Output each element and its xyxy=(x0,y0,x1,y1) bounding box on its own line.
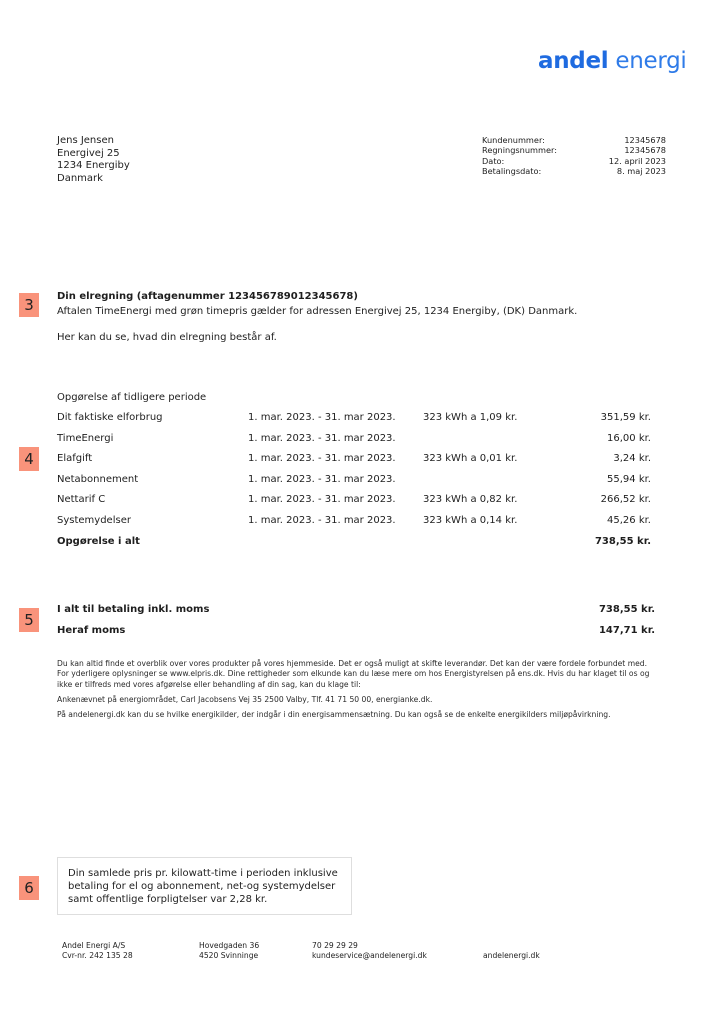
meta-value: 12. april 2023 xyxy=(608,155,666,166)
payment-total-label: I alt til betaling inkl. moms xyxy=(57,604,210,615)
meta-row-date xyxy=(482,156,666,166)
meta-row-customer-number xyxy=(482,135,666,145)
row-amount: 55,94 kr. xyxy=(607,473,651,485)
statement-caption: Opgørelse af tidligere periode xyxy=(57,392,207,403)
footer-city: 4520 Svinninge xyxy=(199,951,259,961)
row-item: Systemydelser xyxy=(57,514,131,526)
statement-total-label: Opgørelse i alt xyxy=(57,535,140,547)
row-period: 1. mar. 2023. - 31. mar 2023. xyxy=(248,514,396,526)
row-amount: 45,26 kr. xyxy=(607,514,651,526)
section-badge-3: 3 xyxy=(19,293,39,317)
logo-bold: andel xyxy=(538,48,609,74)
bill-intro-section xyxy=(57,290,577,344)
meta-value: 8. maj 2023 xyxy=(616,165,666,176)
vat-label: Heraf moms xyxy=(57,625,126,636)
recipient-city: 1234 Energiby xyxy=(57,160,130,171)
row-item: TimeEnergi xyxy=(57,432,114,444)
meta-label: Betalingsdato: xyxy=(482,165,542,176)
payment-total-amount: 738,55 kr. xyxy=(598,604,655,615)
logo-light: energi xyxy=(615,48,687,74)
statement-table xyxy=(57,391,655,555)
meta-label: Regningsnummer: xyxy=(482,145,558,156)
footer-website: andelenergi.dk xyxy=(483,951,540,960)
table-row xyxy=(57,493,655,514)
fineprint-paragraph: Du kan altid finde et overblik over vores produkter på vores hjemmeside. Det er også muligt at skifte leverandør. Det kan der være fordele forbundet med. For yderligere oplysninger se www.elpris.dk. Dine rettigheder som elkunde kan du læse mere om hos Energistyrelsen på ens.dk. Hvis du har klaget til os og ikke er tilfreds med vores afgørelse eller behandling af din sag, kan du klage til: xyxy=(57,659,650,689)
row-period: 1. mar. 2023. - 31. mar 2023. xyxy=(248,494,396,506)
meta-label: Kundenummer: xyxy=(482,135,545,145)
row-item: Nettarif C xyxy=(57,494,106,506)
row-item: Elafgift xyxy=(57,453,93,465)
fineprint-paragraph: Ankenævnet på energiområdet, Carl Jacobsens Vej 35 2500 Valby, Tlf. 41 71 50 00, energianke.dk. xyxy=(57,694,433,704)
table-row xyxy=(57,473,655,494)
fineprint xyxy=(57,659,657,725)
footer-company-name: Andel Energi A/S xyxy=(62,941,126,950)
row-amount: 16,00 kr. xyxy=(607,432,651,444)
row-period: 1. mar. 2023. - 31. mar 2023. xyxy=(248,473,396,485)
recipient-country: Danmark xyxy=(57,172,103,184)
meta-row-invoice-number xyxy=(482,145,666,155)
row-period: 1. mar. 2023. - 31. mar 2023. xyxy=(248,412,396,423)
table-row xyxy=(57,514,655,535)
bill-agreement-text: Aftalen TimeEnergi med grøn timepris gælder for adressen Energivej 25, 1234 Energiby, (DK) Danmark. xyxy=(57,306,578,317)
footer-contact xyxy=(312,941,427,961)
price-per-kwh-box: Din samlede pris pr. kilowatt-time i perioden inklusive betaling for el og abonnement, net-og systemydelser samt offentlige forpligtelser var 2,28 kr. xyxy=(57,857,352,915)
bill-title: Din elregning (aftagenummer 123456789012345678) xyxy=(57,291,358,302)
row-amount: 351,59 kr. xyxy=(600,412,651,423)
andel-energi-logo xyxy=(538,48,686,74)
row-item: Netabonnement xyxy=(57,473,139,485)
table-row xyxy=(57,432,655,453)
meta-value: 12345678 xyxy=(624,145,666,156)
row-period: 1. mar. 2023. - 31. mar 2023. xyxy=(248,432,396,444)
row-amount: 3,24 kr. xyxy=(613,453,651,465)
footer-cvr: Cvr-nr. 242 135 28 xyxy=(62,951,133,961)
footer-email: kundeservice@andelenergi.dk xyxy=(312,951,427,961)
meta-value: 12345678 xyxy=(624,135,666,145)
recipient-address xyxy=(57,135,130,185)
section-badge-4: 4 xyxy=(19,447,39,471)
row-usage: 323 kWh a 0,01 kr. xyxy=(423,453,518,465)
section-badge-5: 5 xyxy=(19,608,39,632)
row-usage: 323 kWh a 0,14 kr. xyxy=(423,514,518,526)
row-usage: 323 kWh a 1,09 kr. xyxy=(423,412,518,423)
row-period: 1. mar. 2023. - 31. mar 2023. xyxy=(248,453,396,465)
bill-explanation-text: Her kan du se, hvad din elregning består af. xyxy=(57,332,277,343)
footer-address xyxy=(199,941,259,961)
meta-label: Dato: xyxy=(482,155,505,166)
section-badge-6: 6 xyxy=(19,876,39,900)
invoice-meta xyxy=(482,135,666,176)
payment-total-row xyxy=(57,603,655,624)
footer-company xyxy=(62,941,133,961)
vat-row xyxy=(57,624,655,645)
meta-row-due-date xyxy=(482,166,666,176)
vat-amount: 147,71 kr. xyxy=(598,625,655,636)
table-row xyxy=(57,411,655,432)
footer-street: Hovedgaden 36 xyxy=(199,941,260,950)
row-amount: 266,52 kr. xyxy=(600,494,651,506)
table-row xyxy=(57,452,655,473)
footer-phone: 70 29 29 29 xyxy=(312,941,358,950)
recipient-street: Energivej 25 xyxy=(57,147,120,159)
statement-total-amount: 738,55 kr. xyxy=(594,535,651,547)
payment-summary xyxy=(57,603,655,645)
row-usage: 323 kWh a 0,82 kr. xyxy=(423,494,518,506)
row-item: Dit faktiske elforbrug xyxy=(57,412,163,423)
recipient-name: Jens Jensen xyxy=(57,135,114,146)
fineprint-paragraph: På andelenergi.dk kan du se hvilke energikilder, der indgår i din energisammensætning. Du kan også se de enkelte energikilders miljøpåvirkning. xyxy=(57,710,611,720)
statement-total-row xyxy=(57,535,655,556)
